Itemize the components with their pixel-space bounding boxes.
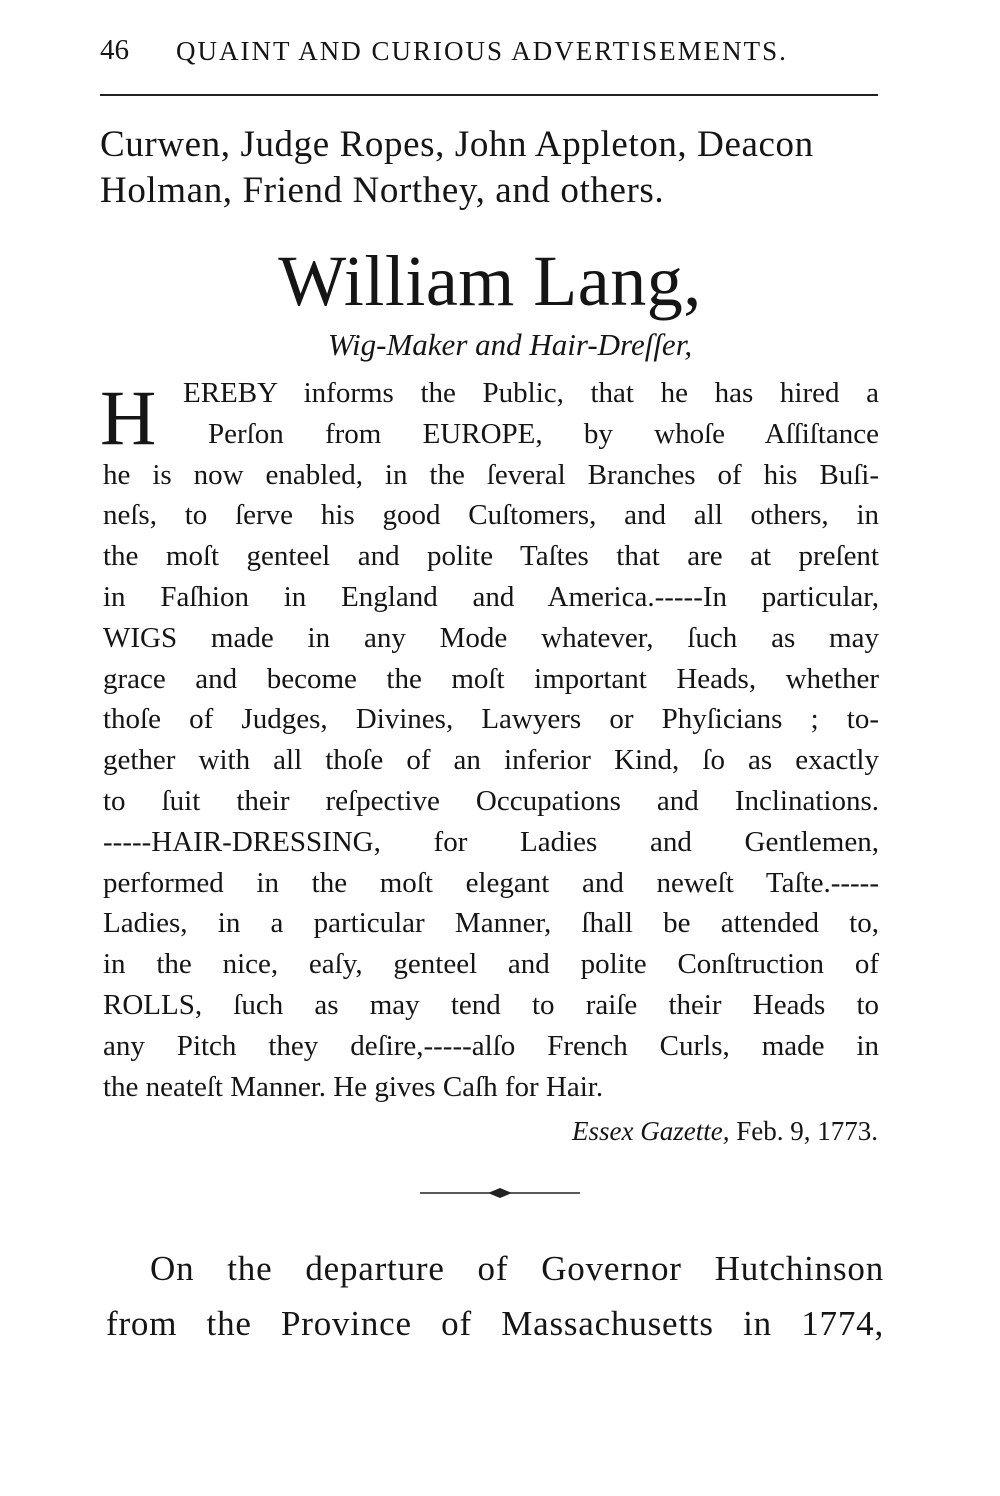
page-number: 46 bbox=[100, 34, 129, 66]
ad-line: -----HAIR-DRESSING, for Ladies and Gentlemen, bbox=[103, 825, 879, 858]
ad-line: to ſuit their reſpective Occupations and Inclinations. bbox=[103, 784, 879, 817]
advertiser-name: William Lang, bbox=[278, 241, 702, 321]
text-line: Curwen, Judge Ropes, John Appleton, Deacon bbox=[100, 124, 814, 165]
ad-line: any Pitch they deſire,-----alſo French Curls, made in bbox=[103, 1029, 879, 1062]
text-line: On the departure of Governor Hutchinson bbox=[150, 1249, 884, 1288]
text-line: Holman, Friend Northey, and others. bbox=[100, 170, 665, 211]
ad-line: thoſe of Judges, Divines, Lawyers or Phyſicians ; to- bbox=[103, 703, 879, 736]
ad-line: WIGS made in any Mode whatever, ſuch as may bbox=[103, 621, 879, 654]
source-publication: Essex Gazette, bbox=[572, 1116, 730, 1146]
ad-line: the neateſt Manner. He gives Caſh for Hair. bbox=[103, 1070, 604, 1103]
ad-line: neſs, to ſerve his good Cuſtomers, and all others, in bbox=[103, 499, 879, 532]
advertisement-body bbox=[100, 373, 879, 1107]
ad-line: in Faſhion in England and America.-----In particular, bbox=[103, 580, 879, 613]
ad-line: Ladies, in a particular Manner, ſhall be attended to, bbox=[103, 907, 879, 940]
running-title: QUAINT AND CURIOUS ADVERTISEMENTS. bbox=[176, 36, 788, 66]
drop-cap: H bbox=[100, 374, 157, 461]
running-head bbox=[100, 34, 880, 70]
section-divider-ornament bbox=[420, 1183, 580, 1203]
text-line: from the Province of Massachusetts in 1774, bbox=[106, 1304, 884, 1343]
ad-line: the moſt genteel and polite Taſtes that are at preſent bbox=[103, 540, 879, 573]
ad-line: he is now enabled, in the ſeveral Branches of his Buſi- bbox=[103, 458, 879, 491]
header-rule bbox=[100, 94, 878, 96]
advertiser-trade: Wig-Maker and Hair-Dreſſer, bbox=[327, 327, 693, 362]
ad-line: EREBY informs the Public, that he has hired a bbox=[183, 377, 879, 409]
ad-line: in the nice, eaſy, genteel and polite Conſtruction of bbox=[103, 948, 879, 981]
ad-line: Perſon from EUROPE, by whoſe Aſſiſtance bbox=[208, 417, 879, 450]
source-date: Feb. 9, 1773. bbox=[736, 1116, 878, 1146]
source-citation bbox=[100, 1113, 878, 1149]
continued-paragraph bbox=[100, 122, 880, 214]
ad-line: grace and become the moſt important Heads, whether bbox=[103, 662, 879, 695]
ad-line: performed in the moſt elegant and neweſt Taſte.----- bbox=[103, 866, 879, 899]
following-paragraph bbox=[106, 1241, 884, 1351]
ad-line: gether with all thoſe of an inferior Kind, ſo as exactly bbox=[103, 744, 879, 777]
ad-line: ROLLS, ſuch as may tend to raiſe their Heads to bbox=[103, 988, 879, 1021]
